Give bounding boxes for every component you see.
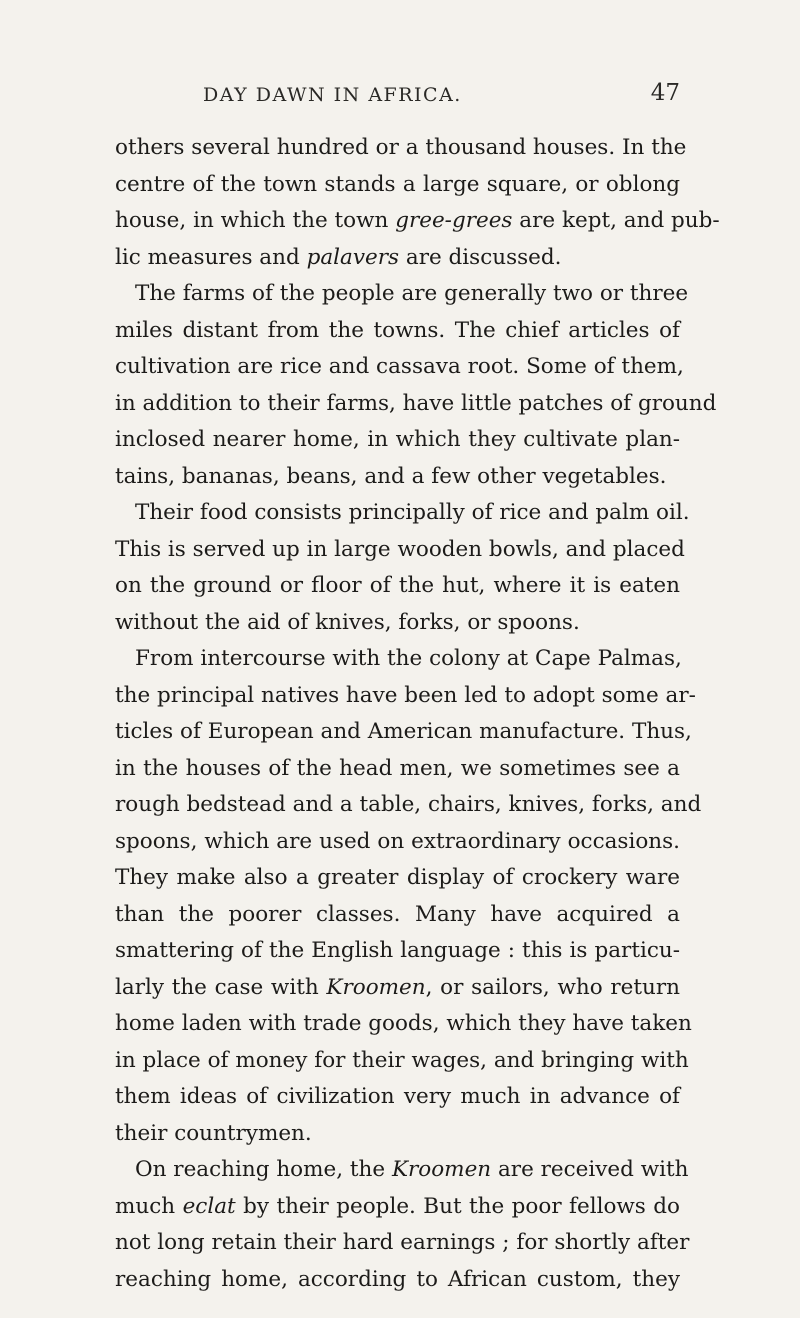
text-run: ticles of European and American manufacture. Thus, — [115, 719, 692, 744]
page-number: 47 — [650, 80, 680, 106]
italic-text: Kroomen — [391, 1157, 492, 1182]
text-line — [115, 1043, 689, 1080]
text-run: are discussed. — [399, 244, 562, 270]
text-line — [115, 678, 696, 715]
text-line — [115, 787, 702, 824]
italic-text: palavers — [306, 244, 400, 270]
text-line — [115, 1006, 692, 1043]
text-line — [115, 495, 690, 532]
text-line — [115, 313, 680, 350]
text-line — [115, 1116, 680, 1153]
text-run: others several hundred or a thousand houses. In the — [115, 135, 687, 160]
text-run: the principal natives have been led to adopt some ar- — [115, 682, 696, 708]
text-run: They make also a greater display of crockery ware — [115, 865, 680, 890]
text-line — [115, 1225, 690, 1262]
text-line — [115, 276, 689, 313]
text-line — [115, 240, 680, 277]
text-line — [115, 459, 680, 496]
text-line — [115, 167, 680, 204]
text-run: This is served up in large wooden bowls, and placed — [115, 536, 685, 562]
running-head — [115, 80, 680, 120]
text-line — [115, 568, 680, 605]
text-run: home laden with trade goods, which they have taken — [115, 1011, 692, 1036]
text-line — [115, 386, 717, 423]
text-line — [115, 532, 685, 569]
text-run: their countrymen. — [115, 1120, 312, 1146]
text-run: reaching home, according to African custom, they — [115, 1266, 680, 1292]
text-run: centre of the town stands a large square, or oblong — [115, 171, 680, 197]
running-title: DAY DAWN IN AFRICA. — [203, 84, 462, 106]
text-run: than the poorer classes. Many have acquired a — [115, 901, 680, 927]
text-line — [115, 605, 680, 642]
text-run: On reaching home, the — [135, 1157, 392, 1182]
text-line — [115, 1152, 689, 1189]
text-line — [115, 751, 680, 788]
text-line — [115, 1079, 680, 1116]
text-run: smattering of the English language : this is particu- — [115, 938, 680, 963]
text-run: From intercourse with the colony at Cape Palmas, — [135, 646, 682, 671]
text-run: rough bedstead and a table, chairs, knives, forks, and — [115, 792, 702, 817]
text-run: cultivation are rice and cassava root. Some of them, — [115, 354, 684, 379]
text-run: without the aid of knives, forks, or spoons. — [115, 609, 580, 635]
text-line — [115, 1262, 680, 1299]
text-line — [115, 897, 680, 934]
text-run: tains, bananas, beans, and a few other vegetables. — [115, 463, 667, 489]
text-run: not long retain their hard earnings ; for shortly after — [115, 1230, 690, 1255]
text-run: on the ground or floor of the hut, where it is eaten — [115, 573, 680, 598]
text-run: in addition to their farms, have little patches of ground — [115, 390, 717, 416]
text-run: are kept, and pub- — [512, 208, 720, 233]
text-line — [115, 130, 687, 167]
text-line — [115, 714, 692, 751]
text-run: are received with — [491, 1157, 689, 1182]
text-run: larly the case with — [115, 974, 327, 1000]
text-run: Their food consists principally of rice and palm oil. — [135, 500, 690, 525]
text-run: spoons, which are used on extraordinary occasions. — [115, 828, 680, 854]
text-run: miles distant from the towns. The chief articles of — [115, 317, 680, 343]
text-run: , or sailors, who return — [425, 974, 680, 1000]
text-line — [115, 970, 680, 1007]
text-line — [115, 1189, 680, 1226]
text-run: lic measures and — [115, 244, 307, 270]
text-run: inclosed nearer home, in which they cultivate plan- — [115, 427, 680, 452]
text-line — [115, 349, 684, 386]
text-line — [115, 641, 680, 678]
body-text — [115, 130, 720, 1298]
text-run: them ideas of civilization very much in advance of — [115, 1084, 680, 1109]
text-line — [115, 933, 680, 970]
text-run: in place of money for their wages, and bringing with — [115, 1047, 689, 1073]
text-run: house, in which the town — [115, 208, 396, 233]
italic-text: gree-grees — [395, 208, 513, 233]
text-run: in the houses of the head men, we sometimes see a — [115, 755, 680, 781]
text-line — [115, 203, 720, 240]
text-run: much — [115, 1193, 183, 1219]
text-run: The farms of the people are generally two or three — [135, 281, 689, 306]
italic-text: eclat — [182, 1193, 236, 1219]
italic-text: Kroomen — [326, 974, 426, 1000]
text-run: by their people. But the poor fellows do — [235, 1193, 680, 1219]
text-line — [115, 422, 680, 459]
text-line — [115, 860, 680, 897]
text-line — [115, 824, 680, 861]
